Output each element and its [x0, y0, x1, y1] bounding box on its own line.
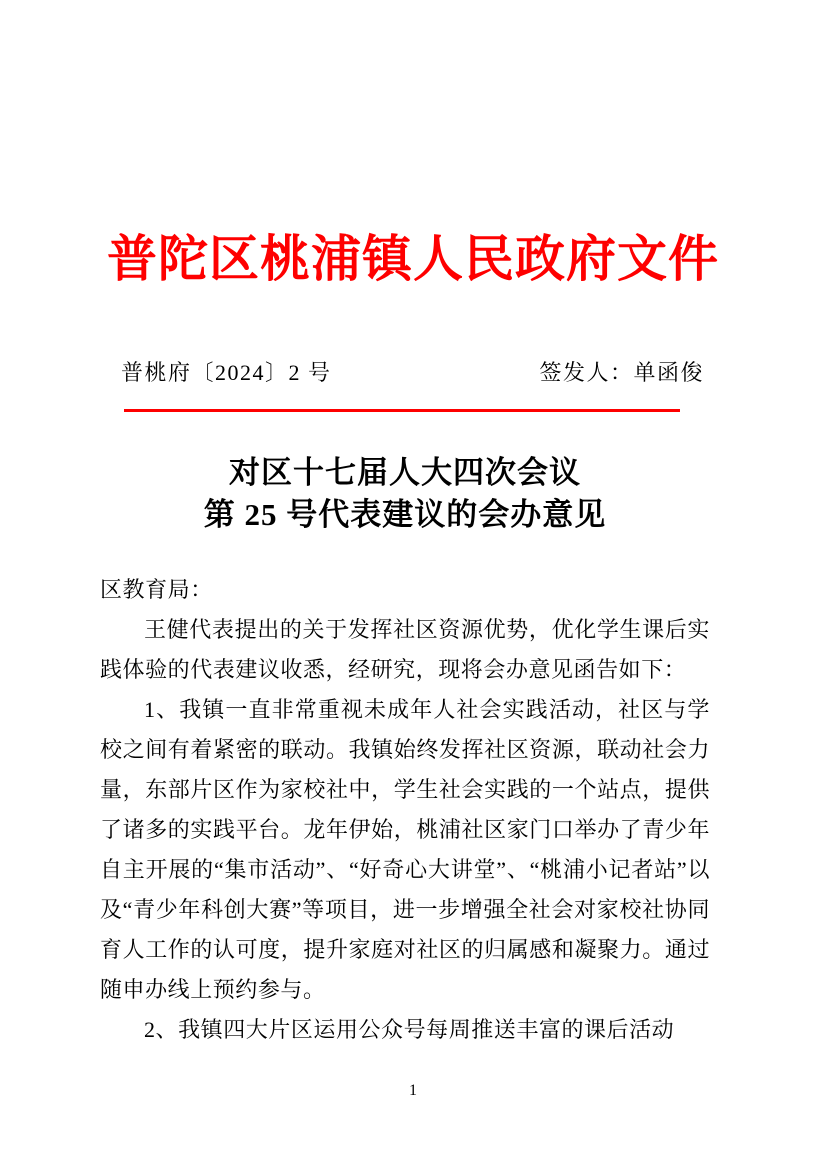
body-paragraph: 1、我镇一直非常重视未成年人社会实践活动，社区与学校之间有着紧密的联动。我镇始终发挥社区资源，联动社会力量，东部片区作为家校社中，学生社会实践的一个站点，提供了诸多的实践平台。龙年伊始，桃浦社区家门口举办了青少年自主开展的“集市活动”、“好奇心大讲堂”、“桃浦小记者站”以及“青少年科创大赛”等项目，进一步增强全社会对家校社协同育人工作的认可度，提升家庭对社区的归属感和凝聚力。通过随申办线上预约参与。 — [100, 697, 710, 1002]
document-title — [100, 452, 710, 536]
document-body — [100, 570, 710, 1050]
letterhead-org-title: 普陀区桃浦镇人民政府文件 — [107, 231, 719, 287]
document-title-line1: 对区十七届人大四次会议 — [229, 455, 581, 490]
salutation: 区教育局： — [100, 577, 213, 602]
document-title-line2: 第 25 号代表建议的会办意见 — [203, 497, 607, 532]
document-meta-row — [121, 358, 704, 388]
body-paragraph: 王健代表提出的关于发挥社区资源优势，优化学生课后实践体验的代表建议收悉，经研究，现将会办意见函告如下： — [100, 617, 710, 682]
letterhead-divider-line — [124, 409, 680, 412]
signer-name: 签发人：单函俊 — [539, 360, 704, 385]
body-paragraph: 2、我镇四大片区运用公众号每周推送丰富的课后活动 — [144, 1017, 675, 1042]
document-number: 普桃府〔2024〕2 号 — [121, 360, 332, 385]
page-number: 1 — [409, 1082, 417, 1099]
